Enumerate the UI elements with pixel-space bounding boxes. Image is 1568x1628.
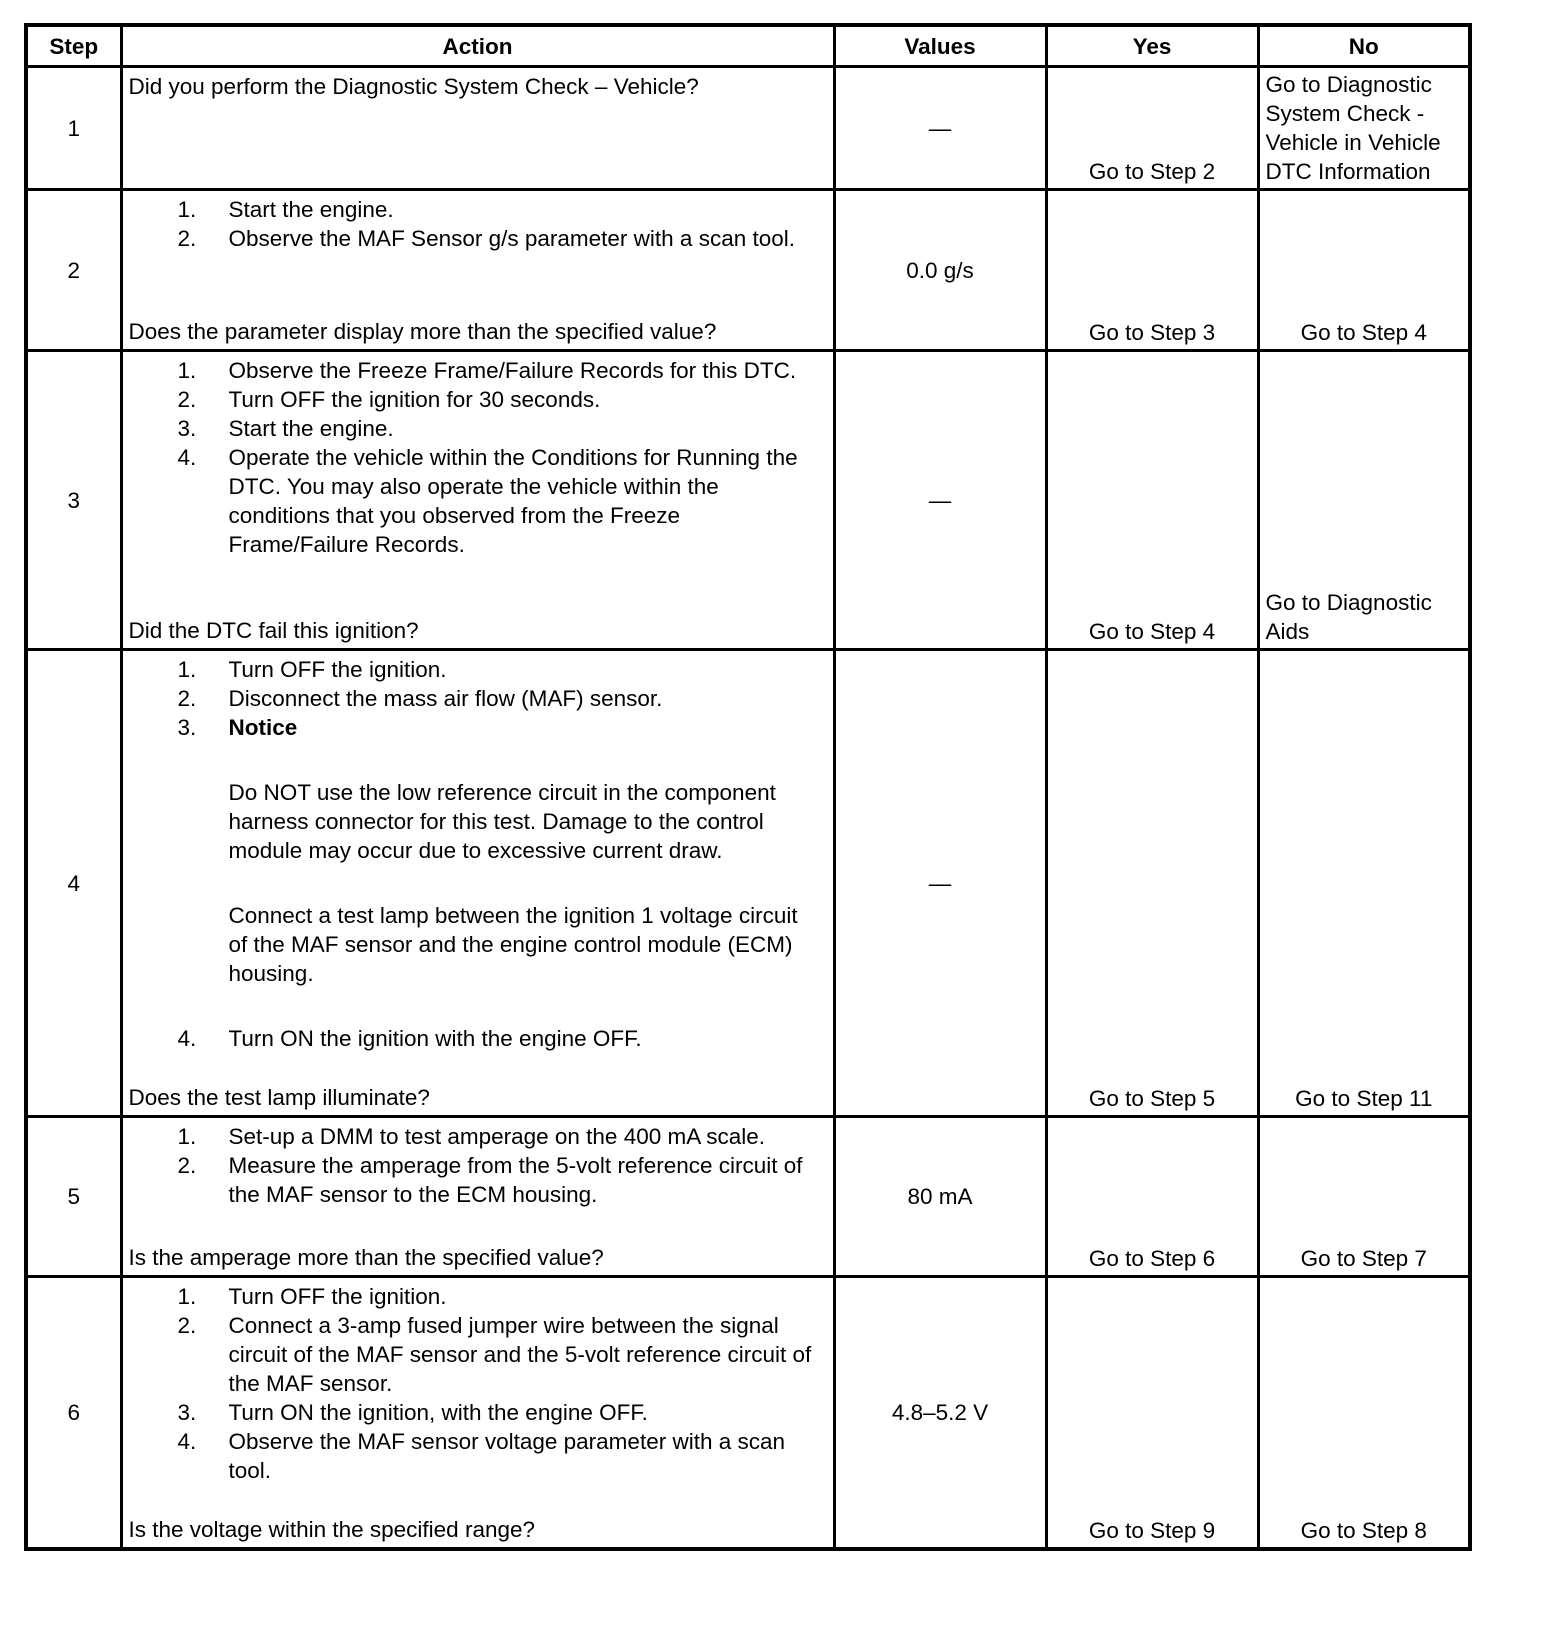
no-cell: Go to Step 11 [1258,650,1470,1117]
list-item: 2. Connect a 3-amp fused jumper wire between the signal circuit of the MAF sensor and the 5-volt reference circuit of the MAF sensor. [177,1313,812,1396]
list-item: 2. Turn OFF the ignition for 30 seconds. [177,387,601,412]
question-text: Is the voltage within the specified range? [128,1517,536,1542]
yes-cell: Go to Step 9 [1046,1277,1258,1549]
action-list [129,195,823,253]
step-number: 2 [26,190,121,351]
action-list [129,1122,823,1209]
action-cell [121,351,834,650]
yes-cell: Go to Step 4 [1046,351,1258,650]
value-cell: — [834,650,1046,1117]
list-item: 4. Operate the vehicle within the Conditions for Running the DTC. You may also operate the vehicle within the conditions that you observed from the Freeze Frame/Failure Records. [177,445,798,557]
table-row [26,1117,1470,1277]
question-text: Did the DTC fail this ignition? [128,618,419,643]
list-item: 2. Observe the MAF Sensor g/s parameter with a scan tool. [177,226,795,251]
list-item: 1. Start the engine. [177,197,394,222]
no-cell: Go to Step 8 [1258,1277,1470,1549]
notice-title: Notice [228,715,298,740]
value-cell: — [834,351,1046,650]
table-row [26,67,1470,190]
action-list [129,655,823,1053]
header-values: Values [834,25,1046,67]
action-cell [121,67,834,190]
value-cell: 80 mA [834,1117,1046,1277]
header-no: No [1258,25,1470,67]
action-cell [121,190,834,351]
step-number: 1 [26,67,121,190]
action-cell [121,1117,834,1277]
table-row [26,1277,1470,1549]
table-row [26,190,1470,351]
question-text: Is the amperage more than the specified value? [128,1245,604,1270]
header-row [26,25,1470,67]
yes-cell: Go to Step 5 [1046,650,1258,1117]
list-item: 1. Observe the Freeze Frame/Failure Records for this DTC. [177,358,797,383]
step-number: 4 [26,650,121,1117]
value-cell: 0.0 g/s [834,190,1046,351]
step-number: 3 [26,351,121,650]
yes-cell: Go to Step 3 [1046,190,1258,351]
question-text: Did you perform the Diagnostic System Check – Vehicle? [128,74,699,99]
list-item: 2. Measure the amperage from the 5-volt reference circuit of the MAF sensor to the ECM housing. [177,1153,803,1207]
question-text: Does the parameter display more than the specified value? [128,319,717,344]
value-cell: — [834,67,1046,190]
no-cell: Go to Step 4 [1258,190,1470,351]
yes-cell: Go to Step 2 [1046,67,1258,190]
action-list [129,1282,823,1485]
list-item: 3. Notice Do NOT use the low reference circuit in the component harness connector for this test. Damage to the control module may occur due to excessive current draw. Connect a test lamp between the ignition 1 voltage circuit of the MAF sensor and the engine control module (ECM) housing. [129,713,823,988]
list-item: 4. Observe the MAF sensor voltage parameter with a scan tool. [177,1429,786,1483]
action-cell [121,1277,834,1549]
no-cell: Go to Step 7 [1258,1117,1470,1277]
header-action: Action [121,25,834,67]
diagnostic-table [24,23,1472,1551]
list-item: 1. Turn OFF the ignition. [177,657,447,682]
table-row [26,351,1470,650]
no-cell: Go to Diagnostic Aids [1258,351,1470,650]
list-item: 1. Set-up a DMM to test amperage on the 400 mA scale. [177,1124,766,1149]
value-cell: 4.8–5.2 V [834,1277,1046,1549]
action-list [129,356,823,559]
list-item: 3. Start the engine. [177,416,394,441]
header-yes: Yes [1046,25,1258,67]
notice-text: Do NOT use the low reference circuit in the component harness connector for this test. Damage to the control module may occur due to excessive current draw. [228,780,776,863]
no-cell: Go to Diagnostic System Check - Vehicle in Vehicle DTC Information [1258,67,1470,190]
action-cell [121,650,834,1117]
step-number: 6 [26,1277,121,1549]
yes-cell: Go to Step 6 [1046,1117,1258,1277]
list-item: 2. Disconnect the mass air flow (MAF) sensor. [177,686,663,711]
notice-instruction: Connect a test lamp between the ignition 1 voltage circuit of the MAF sensor and the engine control module (ECM) housing. [228,903,798,986]
table-row [26,650,1470,1117]
list-item: 4. Turn ON the ignition with the engine OFF. [177,1026,642,1051]
step-number: 5 [26,1117,121,1277]
list-item: 1. Turn OFF the ignition. [177,1284,447,1309]
list-item: 3. Turn ON the ignition, with the engine OFF. [177,1400,648,1425]
header-step: Step [26,25,121,67]
question-text: Does the test lamp illuminate? [128,1085,430,1110]
